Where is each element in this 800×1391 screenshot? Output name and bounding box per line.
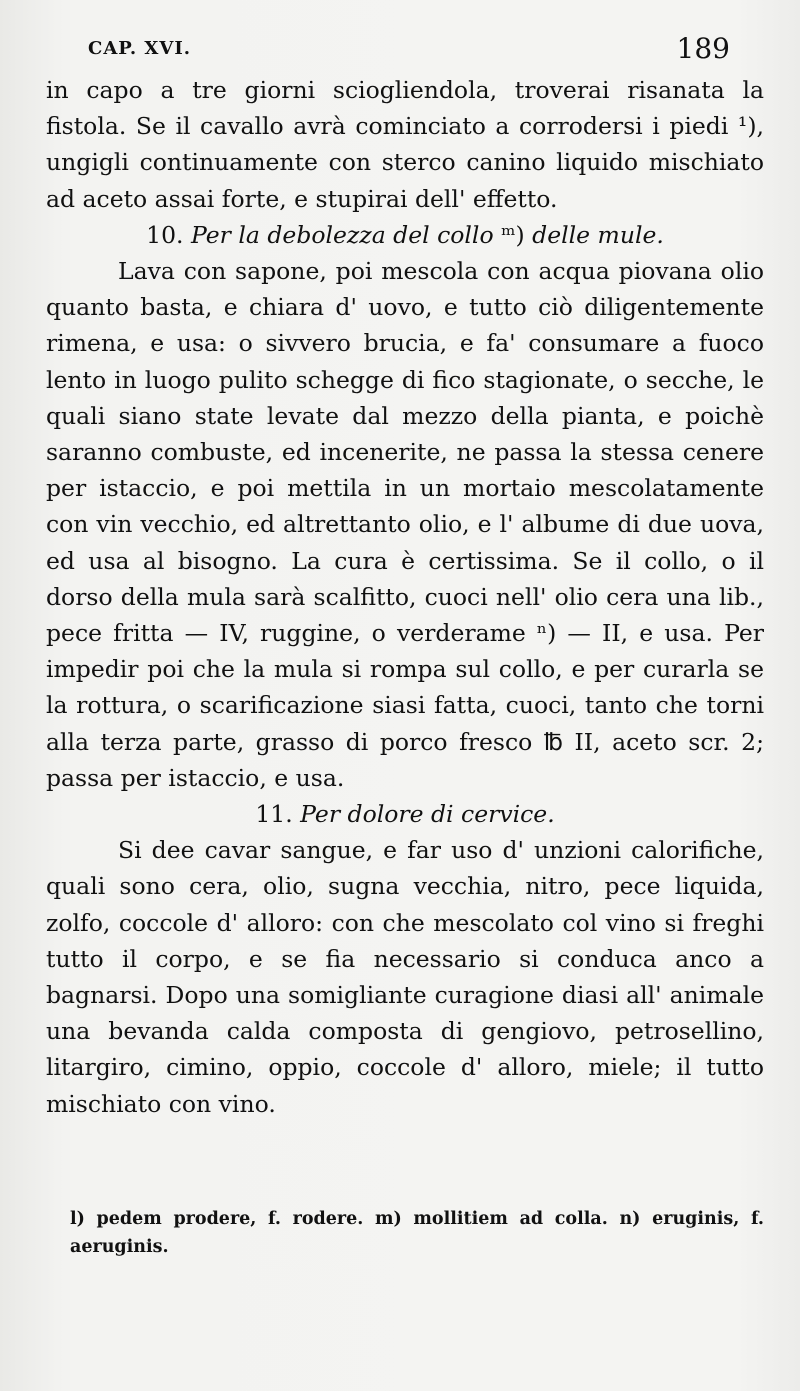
section-title: Per dolore di cervice. bbox=[300, 800, 555, 829]
page-header bbox=[88, 32, 730, 68]
footnotes bbox=[70, 1205, 764, 1261]
main-text bbox=[46, 72, 764, 1122]
section-heading-11 bbox=[46, 796, 764, 832]
section-title: Per la debolezza del collo bbox=[191, 220, 494, 249]
paragraph-section-10: Lava con sapone, poi mescola con acqua piovana olio quanto basta, e chiara d' uovo, e tutto ciò diligentemente rimena, e usa: o sivvero brucia, e fa' consumare a fuoco lento in luogo pulito schegge di fico stagionate, o secche, le quali siano state levate dal mezzo della pianta, e poichè saranno combuste, ed incenerite, ne passa la stessa cenere per istaccio, e poi mettila in un mortaio mescolatamente con vin vecchio, ed altrettanto olio, e l' albume di due uova, ed usa al bisogno. La cura è certissima. Se il collo, o il dorso della mula sarà scalfitto, cuoci nell' olio cera una lib., pece fritta — IV, ruggine, o verderame ⁿ) — II, e usa. Per impedir poi che la mula si rompa sul collo, e per curarla se la rottura, o scarificazione siasi fatta, cuoci, tanto che torni alla terza parte, grasso di porco fresco ℔ II, aceto scr. 2; passa per istaccio, e usa. bbox=[46, 257, 764, 792]
running-head: CAP. XVI. bbox=[88, 38, 191, 59]
footnote-text: l) pedem prodere, f. rodere. m) mollitiem ad colla. n) eruginis, f. aeruginis. bbox=[70, 1209, 764, 1257]
paragraph-section-11: Si dee cavar sangue, e far uso d' unzioni calorifiche, quali sono cera, olio, sugna vecchia, nitro, pece liquida, zolfo, coccole d' alloro: con che mescolato col vino si freghi tutto il corpo, e se fia necessario si conduca anco a bagnarsi. Dopo una somigliante curagione diasi all' animale una bevanda calda composta di gengiovo, petrosellino, litargiro, cimino, oppio, coccole d' alloro, miele; il tutto mischiato con vino. bbox=[46, 836, 764, 1118]
page-number: 189 bbox=[676, 32, 730, 65]
section-number: 11. bbox=[255, 800, 293, 829]
footnote-mark: ᵐ) bbox=[501, 220, 525, 249]
paragraph-continuation: in capo a tre giorni sciogliendola, troverai risanata la fistola. Se il cavallo avrà cominciato a corrodersi i piedi ¹), ungigli continuamente con sterco canino liquido mischiato ad aceto assai forte, e stupirai dell' effetto. bbox=[46, 76, 764, 213]
section-title-continued: delle mule. bbox=[532, 220, 664, 249]
section-heading-10 bbox=[46, 217, 764, 253]
section-number: 10. bbox=[146, 220, 184, 249]
